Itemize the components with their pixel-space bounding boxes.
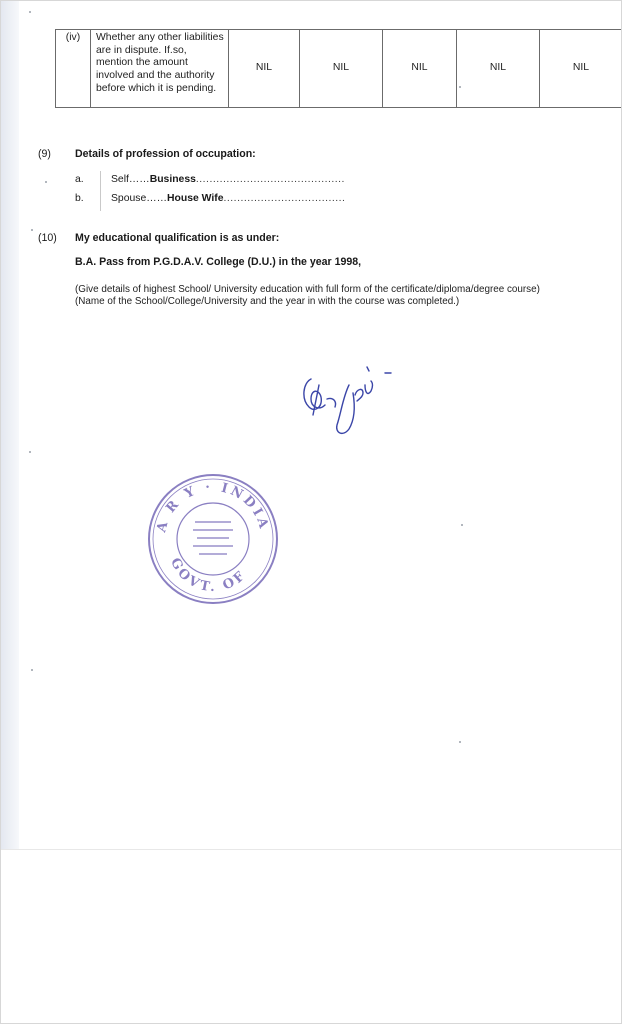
section-10-number: (10) bbox=[38, 232, 57, 244]
item-b-letter: b. bbox=[75, 193, 84, 204]
official-seal bbox=[143, 469, 283, 609]
section-10-title: My educational qualification is as under: bbox=[75, 232, 280, 244]
item-a-text bbox=[111, 174, 345, 185]
scan-speck bbox=[31, 669, 33, 671]
item-a-dots: ............................................ bbox=[195, 174, 345, 185]
scan-edge bbox=[1, 1, 19, 849]
item-divider bbox=[100, 171, 101, 211]
scan-speck bbox=[459, 741, 461, 743]
value-cell: NIL bbox=[457, 30, 540, 108]
item-b-label: Spouse…… bbox=[111, 193, 168, 204]
signature bbox=[297, 363, 397, 437]
item-b-text bbox=[111, 193, 345, 204]
scan-speck bbox=[31, 229, 33, 231]
section-9-title: Details of profession of occupation: bbox=[75, 148, 256, 160]
row-number: (iv) bbox=[56, 30, 91, 108]
value-cell: NIL bbox=[300, 30, 383, 108]
table-row bbox=[56, 30, 622, 108]
section-9-number: (9) bbox=[38, 148, 51, 160]
qualification-line: B.A. Pass from P.G.D.A.V. College (D.U.) in the year 1998, bbox=[75, 256, 362, 268]
scan-speck bbox=[29, 451, 31, 453]
item-a-letter: a. bbox=[75, 174, 84, 185]
svg-text:GOVT. OF: GOVT. OF bbox=[167, 555, 250, 596]
qualification-note-2: (Name of the School/College/University and the year in with the course was completed.) bbox=[75, 296, 460, 307]
svg-text:A R Y · INDIA: A R Y · INDIA bbox=[154, 479, 272, 534]
qualification-note-1: (Give details of highest School/ University education with full form of the certificate/diploma/degree course) bbox=[75, 284, 540, 295]
row-description: Whether any other liabilities are in dispute. If.so, mention the amount involved and the authority before which it is pending. bbox=[91, 30, 229, 108]
item-a-label: Self…… bbox=[111, 174, 150, 185]
scan-speck bbox=[461, 524, 463, 526]
value-cell: NIL bbox=[229, 30, 300, 108]
item-a-value: Business bbox=[149, 174, 196, 185]
scan-divider bbox=[1, 849, 622, 850]
item-b-value: House Wife bbox=[167, 193, 224, 204]
item-b-dots: .................................... bbox=[223, 193, 346, 204]
value-cell: NIL bbox=[383, 30, 457, 108]
scan-speck bbox=[45, 181, 47, 183]
liabilities-table bbox=[55, 29, 622, 108]
scan-speck bbox=[459, 86, 461, 88]
value-cell: NIL bbox=[540, 30, 622, 108]
scan-speck bbox=[29, 11, 31, 13]
